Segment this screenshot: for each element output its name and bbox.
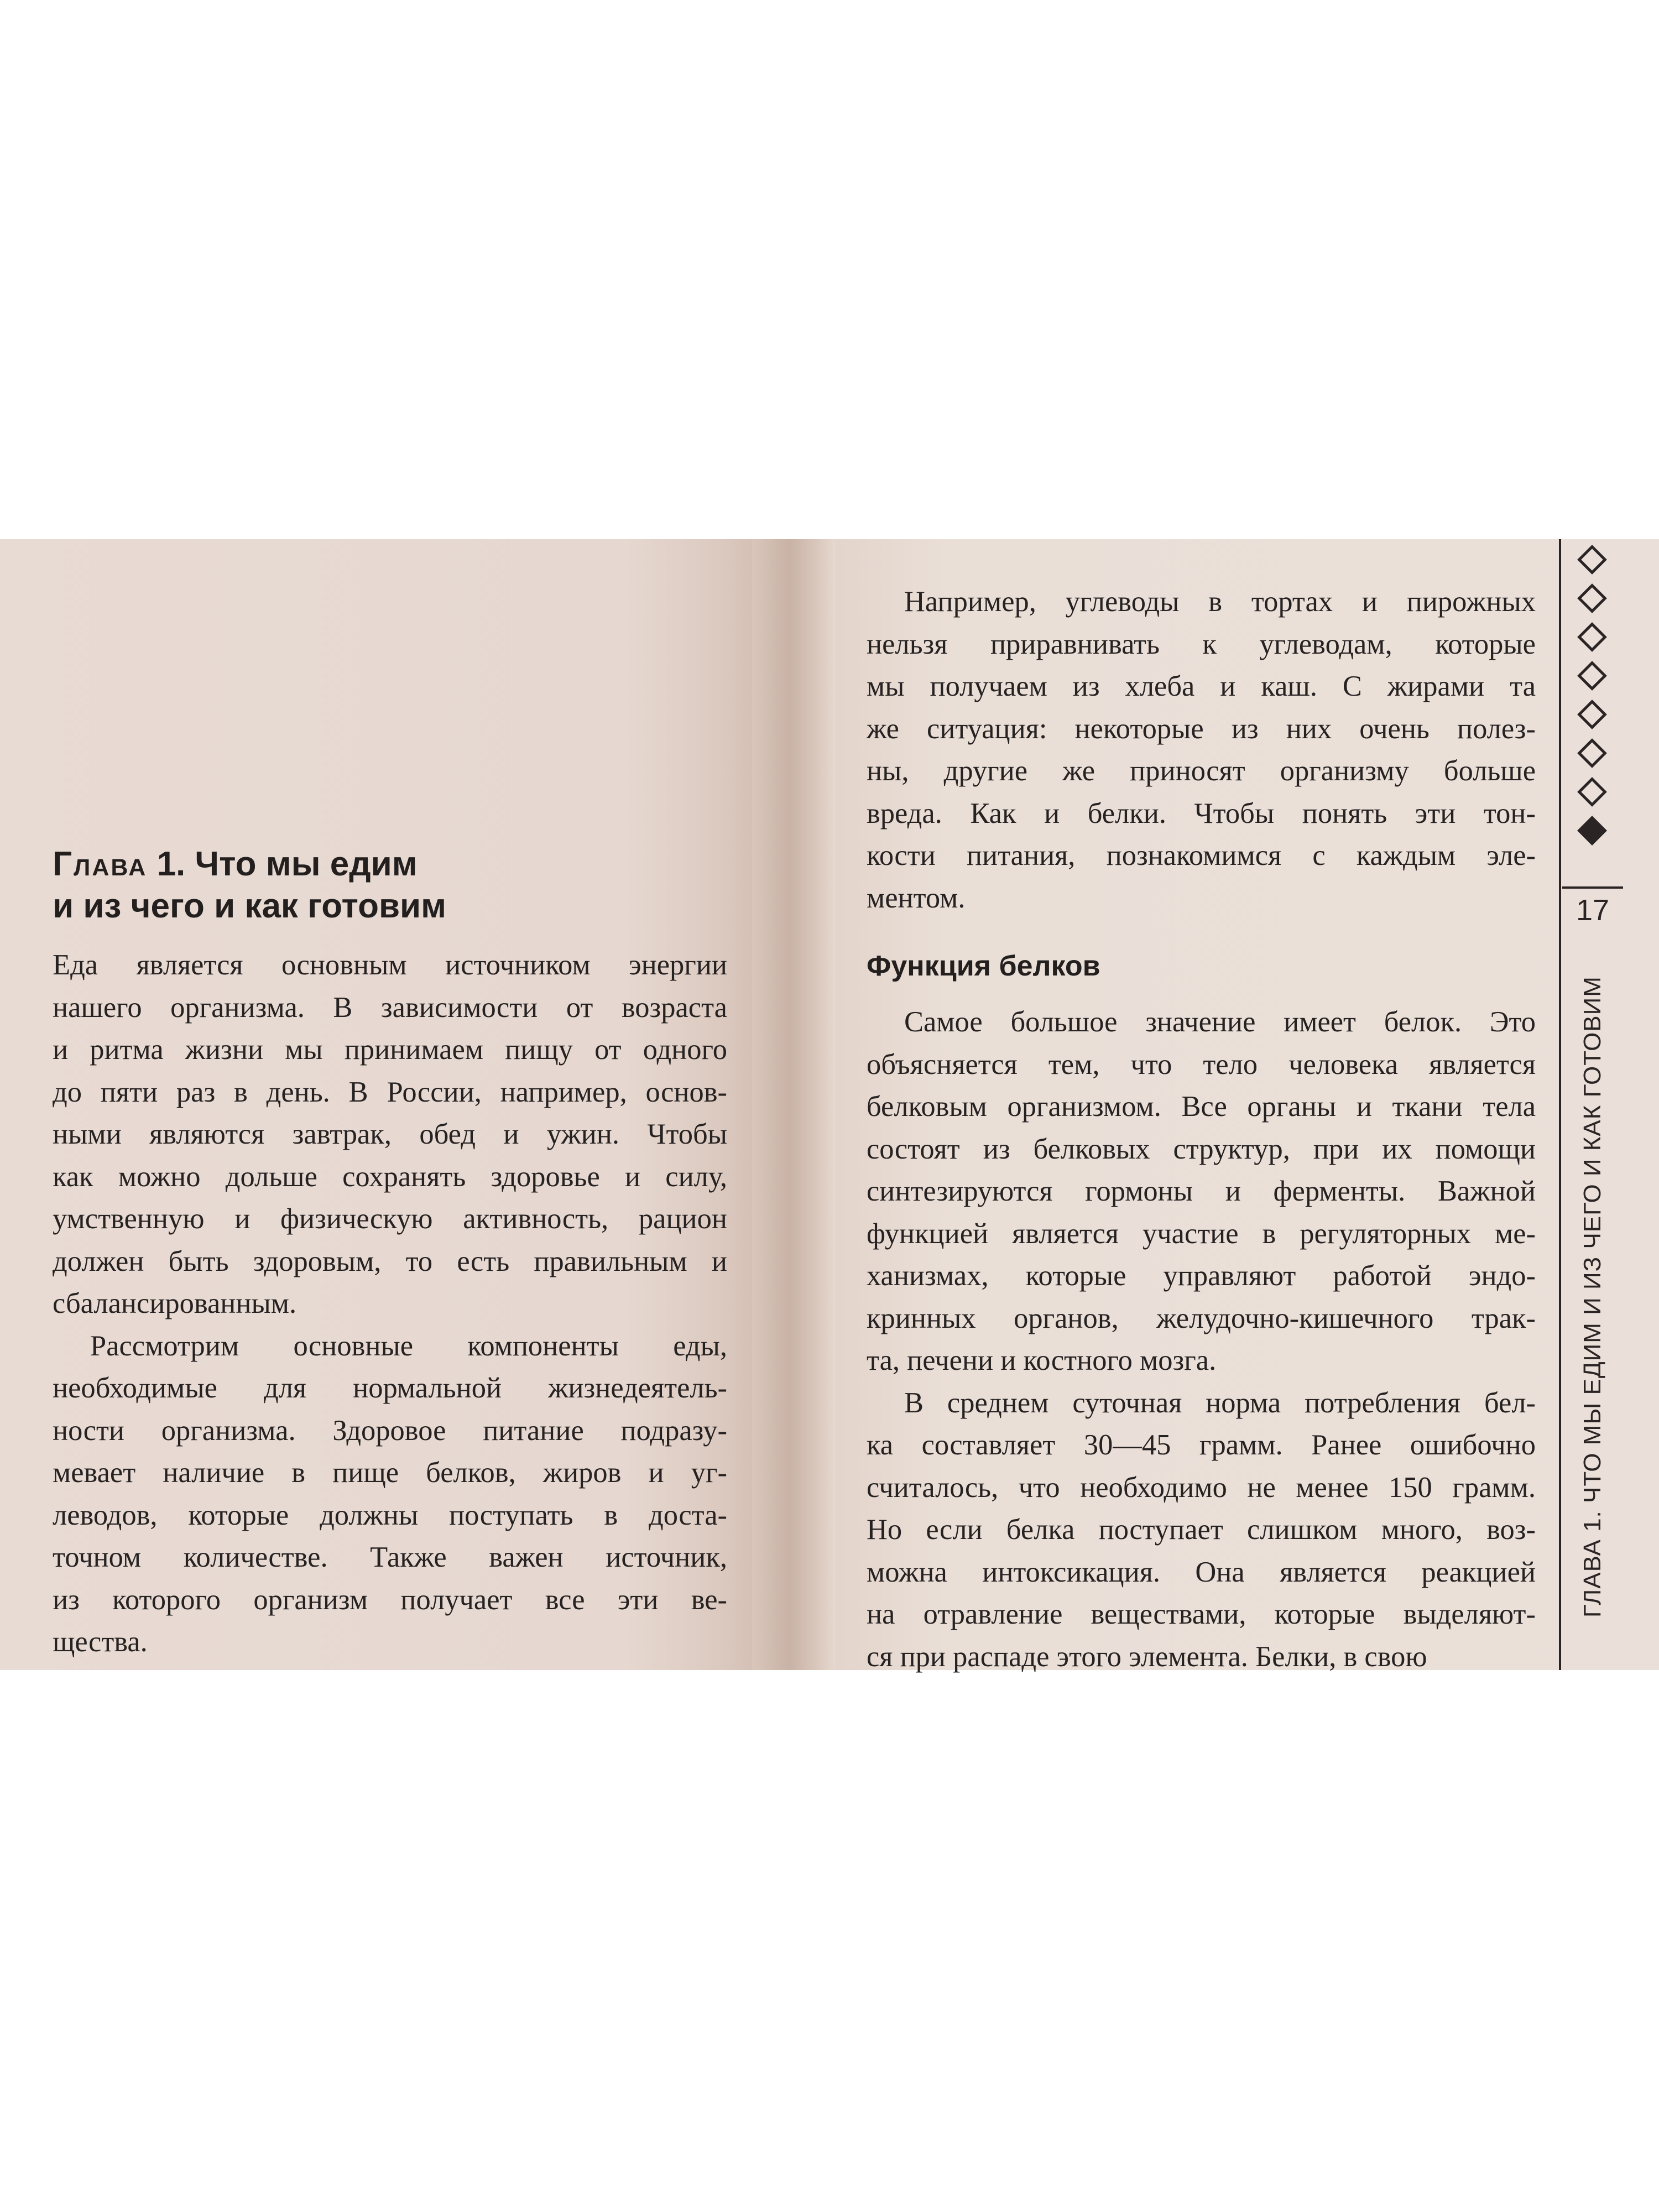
text-line: Но если белка поступает слишком много, воз-	[867, 1514, 1536, 1546]
text-line: функцией является участие в регуляторных ме-	[867, 1217, 1536, 1250]
text-line: мы получаем из хлеба и каш. С жирами та	[867, 670, 1536, 702]
chapter-diamond-icon	[1577, 583, 1607, 613]
text-line: леводов, которые должны поступать в доста-	[53, 1499, 727, 1531]
text-line: ка составляет 30—45 грамм. Ранее ошибочно	[867, 1429, 1536, 1461]
text-line: синтезируются гормоны и ферменты. Важной	[867, 1175, 1536, 1207]
text-line: ности организма. Здоровое питание подразу-	[53, 1414, 727, 1447]
chapter-title-line2: и из чего и как готовим	[53, 887, 447, 925]
right-paragraph-1	[867, 581, 1536, 919]
text-line: точном количестве. Также важен источник,	[53, 1541, 727, 1573]
text-line: ными являются завтрак, обед и ужин. Чтобы	[53, 1118, 727, 1150]
text-line: ментом.	[867, 881, 966, 914]
text-line: умственную и физическую активность, рацион	[53, 1203, 727, 1235]
running-head: ГЛАВА 1. ЧТО МЫ ЕДИМ И ИЗ ЧЕГО И КАК ГОТОВИМ	[1579, 976, 1606, 1618]
left-paragraph-1	[53, 944, 727, 1325]
text-line: из которого организм получает все эти ве-	[53, 1583, 727, 1616]
text-line: Еда является основным источником энергии	[53, 949, 727, 981]
text-line: белковым организмом. Все органы и ткани тела	[867, 1091, 1536, 1123]
section-heading: Функция белков	[867, 950, 1100, 982]
chapter-diamond-icon	[1577, 777, 1607, 807]
chapter-diamond-icon	[1577, 622, 1607, 652]
chapter-diamond-icon	[1577, 661, 1607, 691]
left-page	[53, 843, 727, 1663]
book-gutter	[752, 539, 835, 1670]
text-line: нашего организма. В зависимости от возраста	[53, 991, 727, 1024]
text-line: ханизмах, которые управляют работой эндо-	[867, 1260, 1536, 1292]
current-chapter-diamond-icon	[1577, 816, 1607, 846]
text-line: нельзя приравнивать к углеводам, которые	[867, 628, 1536, 660]
chapter-diamond-icon	[1577, 738, 1607, 768]
text-line: та, печени и костного мозга.	[867, 1344, 1217, 1376]
page-number-rule	[1562, 886, 1623, 889]
right-page	[867, 581, 1536, 1678]
text-line: на отравление веществами, которые выделяют-	[867, 1598, 1536, 1630]
text-line: объясняется тем, что тело человека является	[867, 1048, 1536, 1081]
text-line: же ситуация: некоторые из них очень полез-	[867, 712, 1536, 745]
text-line: Рассмотрим основные компоненты еды,	[90, 1329, 727, 1362]
chapter-label: Глава	[53, 845, 148, 883]
text-line: считалось, что необходимо не менее 150 грамм.	[867, 1471, 1536, 1504]
text-line: состоят из белковых структур, при их помощи	[867, 1133, 1536, 1165]
text-line: должен быть здоровым, то есть правильным и	[53, 1245, 727, 1277]
text-line: В среднем суточная норма потребления бел-	[904, 1386, 1536, 1419]
chapter-heading	[53, 843, 727, 927]
text-line: ся при распаде этого элемента. Белки, в свою	[867, 1640, 1427, 1673]
chapter-title-line1: 1. Что мы едим	[156, 845, 418, 883]
text-line: ны, другие же приносят организму больше	[867, 755, 1536, 787]
page-number: 17	[1575, 894, 1610, 927]
text-line: вреда. Как и белки. Чтобы понять эти тон-	[867, 797, 1536, 830]
text-line: до пяти раз в день. В России, например, основ-	[53, 1076, 727, 1108]
left-paragraph-2	[53, 1325, 727, 1663]
text-line: необходимые для нормальной жизнедеятель-	[53, 1372, 727, 1404]
text-line: можна интоксикация. Она является реакцией	[867, 1556, 1536, 1588]
chapter-diamond-icon	[1577, 700, 1607, 729]
text-line: Например, углеводы в тортах и пирожных	[904, 586, 1536, 618]
text-line: как можно дольше сохранять здоровье и силу,	[53, 1160, 727, 1193]
text-line: Самое большое значение имеет белок. Это	[904, 1006, 1536, 1038]
text-line: кости питания, познакомимся с каждым эле-	[867, 839, 1536, 872]
running-head-wrap	[1557, 965, 1629, 1629]
chapter-diamond-icon	[1577, 545, 1607, 575]
text-line: и ритма жизни мы принимаем пищу от одного	[53, 1034, 727, 1066]
right-paragraph-2	[867, 1001, 1536, 1382]
text-line: сбалансированным.	[53, 1287, 297, 1319]
right-paragraph-3	[867, 1382, 1536, 1678]
text-line: мевает наличие в пище белков, жиров и уг-	[53, 1457, 727, 1489]
text-line: щества.	[53, 1626, 148, 1658]
text-line: кринных органов, желудочно-кишечного трак-	[867, 1302, 1536, 1334]
page-margin-strip	[1557, 539, 1640, 1670]
